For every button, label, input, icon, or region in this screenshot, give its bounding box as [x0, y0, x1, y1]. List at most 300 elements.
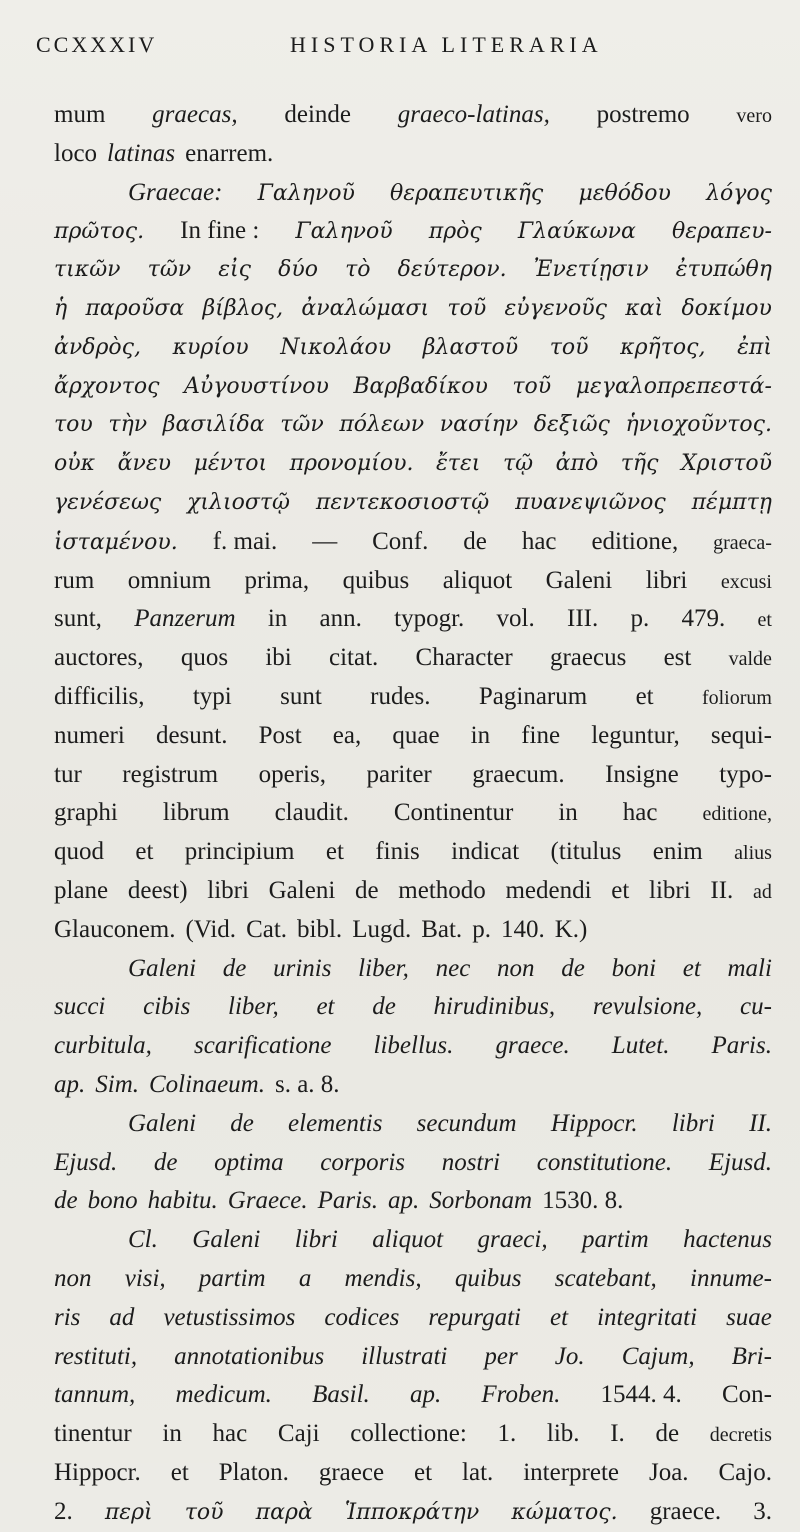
word: graecus — [549, 644, 627, 672]
page-number: CCXXXIV — [36, 32, 158, 57]
word: ibi — [265, 644, 292, 672]
word: scatebant, — [554, 1264, 657, 1292]
word: hac — [212, 1420, 248, 1448]
text-line — [54, 1376, 772, 1415]
word: excusi — [720, 570, 772, 593]
word: ἄρχοντος — [54, 373, 160, 399]
word: θεραπευ- — [672, 219, 772, 245]
word: τοῦ — [549, 334, 589, 360]
word: (Vid. — [185, 915, 237, 943]
word: in — [558, 799, 578, 827]
word: μεγαλοπρεπεστά- — [575, 373, 772, 399]
word: de — [54, 1187, 78, 1215]
word: typo- — [719, 760, 772, 788]
word: editione, — [702, 803, 772, 826]
word: de — [372, 993, 396, 1021]
word: scarificatione — [193, 1032, 332, 1060]
word: βασιλίδα — [162, 412, 265, 438]
word: hac — [622, 799, 658, 827]
word: claudit. — [274, 799, 349, 827]
word: quibus — [454, 1264, 522, 1292]
text-line — [54, 484, 772, 523]
word: Βαρβαδίκου — [353, 373, 488, 399]
word: habitu. — [147, 1187, 218, 1215]
word: est — [663, 644, 692, 672]
text-line — [54, 445, 772, 484]
word: ap. — [54, 1070, 86, 1098]
word: optima — [214, 1148, 284, 1176]
text-line — [54, 988, 772, 1027]
word: f. mai. — [212, 527, 278, 555]
word: libellus. — [373, 1032, 454, 1060]
word: difficilis, — [54, 682, 145, 710]
text-line — [54, 872, 772, 911]
word: vero — [736, 105, 772, 127]
word: ap. — [409, 1381, 442, 1409]
word: quod — [54, 838, 104, 866]
word: tur — [54, 760, 82, 788]
word: Hippocr. — [54, 1458, 141, 1486]
word: δοκίμου — [681, 295, 772, 321]
text-line — [54, 1221, 772, 1260]
word: του — [54, 412, 93, 438]
word: ad — [109, 1303, 135, 1331]
word: sunt — [280, 682, 322, 710]
word: et — [316, 993, 335, 1021]
word: methodo — [398, 876, 486, 904]
word: Ejusd. — [708, 1148, 772, 1176]
word: omnium — [127, 566, 212, 594]
word: cibis — [143, 993, 191, 1021]
word: Sim. — [95, 1070, 139, 1098]
word: rum — [54, 566, 95, 594]
word: partim — [582, 1226, 649, 1254]
text-line — [54, 1415, 772, 1454]
word: Paris. — [317, 1187, 379, 1215]
text-line — [54, 329, 772, 368]
text-line — [54, 406, 772, 445]
word: sunt, — [54, 605, 102, 633]
word: ἀναλώμασι — [301, 295, 430, 321]
word: hactenus — [683, 1226, 772, 1254]
word: librum — [162, 799, 230, 827]
word: hac — [521, 527, 557, 555]
word: βίβλος, — [202, 295, 284, 321]
word: 479. — [681, 605, 726, 633]
word: de — [655, 1420, 680, 1448]
word: Conf. — [372, 527, 429, 555]
word: liber, — [228, 993, 279, 1021]
word: Sorbonam — [429, 1187, 533, 1215]
word: de — [222, 954, 247, 982]
word: postremo — [596, 101, 690, 128]
word: παρὰ — [255, 1499, 313, 1525]
word: et — [757, 609, 772, 632]
text-line — [54, 1493, 772, 1532]
word: εὐγενοῦς — [504, 295, 607, 321]
text-line — [54, 911, 772, 950]
word: Basil. — [312, 1381, 370, 1409]
word: loco — [54, 139, 98, 167]
word: p. — [630, 605, 650, 633]
word: in — [267, 605, 288, 633]
word: In fine : — [180, 217, 260, 245]
word: graece. — [649, 1497, 722, 1525]
word: enim — [652, 838, 703, 866]
word: et — [325, 838, 344, 866]
word: δύο — [278, 257, 318, 283]
word: graeco-latinas, — [397, 101, 550, 128]
word: leguntur, — [591, 721, 680, 749]
word: ann. — [319, 605, 362, 633]
word: Cl. — [128, 1226, 158, 1254]
text-line — [54, 135, 772, 174]
word: constitutione. — [536, 1148, 673, 1176]
word: alius — [734, 842, 772, 865]
running-title: HISTORIA LITERARIA — [290, 32, 603, 57]
word: graeci, — [477, 1226, 548, 1254]
word: sequi- — [710, 721, 772, 749]
word: Colinaeum. — [149, 1070, 265, 1098]
word: non — [497, 954, 535, 982]
word: typogr. — [394, 605, 465, 633]
word: II. — [710, 876, 734, 904]
word: desunt. — [155, 721, 228, 749]
word: graece — [318, 1458, 385, 1486]
word: secundum — [416, 1109, 517, 1137]
word: Χριστοῦ — [680, 451, 772, 477]
word: προνομίου. — [289, 451, 414, 477]
word: Γαληνοῦ — [295, 219, 393, 245]
word: Galeni — [268, 876, 336, 904]
word: — — [312, 527, 338, 555]
word: I. — [610, 1420, 625, 1448]
word: repurgati — [428, 1303, 521, 1331]
word: cu- — [740, 993, 772, 1021]
word: 140. — [500, 915, 545, 943]
word: liber, — [358, 954, 409, 982]
word: κώματος. — [511, 1499, 618, 1525]
word: περὶ — [104, 1499, 153, 1525]
text-line — [54, 639, 772, 678]
word: 1530. 8. — [542, 1187, 624, 1215]
word: II. — [749, 1109, 772, 1137]
word: 3. — [753, 1497, 772, 1525]
word: Continentur — [393, 799, 514, 827]
word: in — [470, 721, 491, 749]
word: ἄνευ — [117, 451, 172, 477]
word: tinentur — [54, 1420, 132, 1448]
word: nec — [435, 954, 471, 982]
word: 1544. 4. — [600, 1381, 682, 1409]
word: boni — [611, 954, 657, 982]
text-line — [54, 523, 772, 562]
page-header — [36, 26, 764, 66]
word: μεθόδου — [578, 180, 671, 206]
word: Paginarum — [478, 682, 588, 710]
word: de — [230, 1109, 254, 1137]
word: τοῦ — [512, 373, 552, 399]
word: de — [354, 876, 379, 904]
word: Lutet. — [611, 1032, 670, 1060]
word: vetustissimos — [163, 1303, 296, 1331]
word: principium — [184, 838, 295, 866]
word: annotationibus — [174, 1342, 325, 1370]
word: mum — [54, 101, 106, 128]
word: ἀπὸ — [555, 451, 599, 477]
word: K.) — [554, 915, 588, 943]
word: Insigne — [605, 760, 679, 788]
word: γενέσεως — [54, 489, 162, 515]
word: revulsione, — [592, 993, 703, 1021]
word: libri — [649, 876, 691, 904]
word: non — [54, 1264, 92, 1292]
word: Galeni — [128, 954, 197, 982]
word: Panzerum — [134, 605, 236, 633]
text-line — [54, 717, 772, 756]
word: Glauconem. — [54, 915, 176, 943]
word: mendis, — [344, 1264, 422, 1292]
text-line — [54, 1182, 772, 1221]
word: ἐπὶ — [737, 334, 772, 360]
word: operis, — [258, 760, 326, 788]
word: deest) — [127, 876, 188, 904]
word: Galeni — [545, 566, 613, 594]
word: δεύτερον. — [397, 257, 507, 283]
word: (titulus — [550, 838, 622, 866]
word: τοῦ — [184, 1499, 224, 1525]
word: Platon. — [218, 1458, 289, 1486]
word: p. — [472, 915, 491, 943]
word: 2. — [54, 1497, 73, 1525]
word: hirudinibus, — [433, 993, 556, 1021]
word: succi — [54, 993, 106, 1021]
word: et — [611, 876, 630, 904]
word: Galeni — [192, 1226, 261, 1254]
word: lib. — [546, 1420, 580, 1448]
text-line — [54, 1105, 772, 1144]
word: κρῆτος, — [620, 334, 706, 360]
word: libri — [207, 876, 249, 904]
word: graecum. — [472, 760, 565, 788]
word: τῶν — [280, 412, 324, 438]
word: collectione: — [350, 1420, 467, 1448]
word: pariter — [366, 760, 432, 788]
text-line — [54, 368, 772, 407]
word: elementis — [288, 1109, 383, 1137]
word: prima, — [244, 566, 310, 594]
text-line — [54, 600, 772, 639]
word: indicat — [451, 838, 520, 866]
word: plane — [54, 876, 109, 904]
word: Graece. — [227, 1187, 308, 1215]
word: ἡ — [54, 295, 68, 321]
text-line — [54, 678, 772, 717]
text-line — [54, 1144, 772, 1183]
word: τῶν — [147, 257, 192, 283]
word: urinis — [273, 954, 332, 982]
word: Con- — [721, 1381, 772, 1409]
word: θεραπευτικῆς — [390, 180, 544, 206]
word: restituti, — [54, 1342, 138, 1370]
word: auctores, — [54, 644, 144, 672]
word: Ἱπποκράτην — [344, 1499, 480, 1525]
word: παροῦσα — [85, 295, 185, 321]
word: Bri- — [731, 1342, 772, 1370]
word: χιλιοστῷ — [187, 489, 290, 515]
word: 1. — [497, 1420, 517, 1448]
word: ris — [54, 1303, 81, 1331]
word: et — [170, 1458, 189, 1486]
word: graecas, — [152, 101, 238, 128]
word: s. a. 8. — [274, 1070, 340, 1098]
word: corporis — [320, 1148, 406, 1176]
word: Graecae: — [128, 178, 223, 206]
word: Post — [258, 721, 302, 749]
word: πόλεων — [339, 412, 425, 438]
word: editione, — [591, 527, 679, 555]
word: latinas — [107, 139, 176, 167]
word: Froben. — [481, 1381, 561, 1409]
word: Lugd. — [352, 915, 412, 943]
word: Paris. — [711, 1032, 772, 1060]
word: βλαστοῦ — [422, 334, 519, 360]
word: a — [298, 1264, 312, 1292]
word: Γλαύκωνα — [517, 219, 636, 245]
word: partim — [198, 1264, 266, 1292]
text-line — [54, 1454, 772, 1493]
word: τὸ — [345, 257, 371, 283]
word: III. — [567, 605, 599, 633]
word: numeri — [54, 721, 125, 749]
word: valde — [728, 648, 772, 671]
word: Galeni — [128, 1109, 197, 1137]
word: et — [135, 838, 154, 866]
word: Γαληνοῦ — [257, 180, 355, 206]
word: de — [153, 1148, 178, 1176]
word: de — [463, 527, 487, 555]
word: vol. — [496, 605, 535, 633]
word: libri — [645, 566, 688, 594]
word: τῆς — [620, 451, 659, 477]
word: deinde — [284, 101, 351, 128]
word: foliorum — [701, 686, 772, 709]
word: λόγος — [706, 180, 772, 206]
word: enarrem. — [185, 139, 274, 167]
word: et — [682, 954, 701, 982]
word: πέμπτῃ — [691, 489, 772, 515]
word: ἀνδρὸς, — [54, 334, 141, 360]
text-line — [54, 833, 772, 872]
word: Αὐγουστίνου — [184, 373, 329, 399]
word: μέντοι — [193, 451, 268, 477]
word: Jo. — [554, 1342, 585, 1370]
word: bono — [87, 1187, 138, 1215]
word: per — [484, 1342, 518, 1370]
text-line — [54, 290, 772, 329]
word: οὐκ — [54, 451, 96, 477]
word: registrum — [122, 760, 219, 788]
text-line — [54, 794, 772, 833]
word: τῷ — [502, 451, 534, 477]
word: interprete — [523, 1458, 620, 1486]
word: καὶ — [625, 295, 664, 321]
word: ea, — [332, 721, 362, 749]
text-line — [54, 174, 772, 213]
word: ἔτει — [435, 451, 481, 477]
word: Ejusd. — [54, 1148, 118, 1176]
word: εἰς — [218, 257, 252, 283]
word: τὴν — [108, 412, 148, 438]
text-line — [54, 96, 772, 135]
word: decretis — [709, 1424, 772, 1447]
word: πεντεκοσιοστῷ — [315, 489, 490, 515]
text-line — [54, 562, 772, 601]
text-line — [54, 950, 772, 989]
word: quae — [392, 721, 440, 749]
word: bibl. — [297, 915, 343, 943]
word: lat. — [462, 1458, 494, 1486]
word: πρῶτος. — [54, 219, 145, 245]
word: fine — [521, 721, 561, 749]
word: quos — [180, 644, 229, 672]
word: mali — [727, 954, 772, 982]
word: et — [635, 682, 654, 710]
word: et — [414, 1458, 433, 1486]
word: Cajum, — [621, 1342, 695, 1370]
word: κυρίου — [172, 334, 249, 360]
word: medendi — [505, 876, 592, 904]
word: Joa. — [648, 1458, 689, 1486]
word: suae — [726, 1303, 772, 1331]
word: πυανεψιῶνος — [515, 489, 666, 515]
text-line — [54, 1338, 772, 1377]
word: Ἐνετίῃσιν — [533, 257, 649, 283]
word: innume- — [690, 1264, 772, 1292]
word: codices — [324, 1303, 400, 1331]
word: πρὸς — [428, 219, 482, 245]
word: nostri — [441, 1148, 501, 1176]
word: ἐτυπώθη — [675, 257, 772, 283]
text-line — [54, 251, 772, 290]
text-line — [54, 1299, 772, 1338]
text-line — [54, 1260, 772, 1299]
word: Hippocr. — [550, 1109, 638, 1137]
word: libri — [671, 1109, 715, 1137]
word: Cajo. — [718, 1458, 772, 1486]
word: medicum. — [175, 1381, 272, 1409]
word: ἡνιοχοῦντος. — [625, 412, 772, 438]
word: de — [561, 954, 585, 982]
word: tannum, — [54, 1381, 136, 1409]
word: rudes. — [370, 682, 431, 710]
word: graece. — [495, 1032, 570, 1060]
word: Character — [415, 644, 513, 672]
word: integritati — [597, 1303, 698, 1331]
word: ἱσταμένου. — [54, 529, 178, 555]
word: ad — [753, 880, 772, 903]
word: Νικολάου — [280, 334, 392, 360]
word: citat. — [328, 644, 379, 672]
word: et — [550, 1303, 569, 1331]
text-line — [54, 212, 772, 251]
word: in — [162, 1420, 182, 1448]
text-line — [54, 1066, 772, 1105]
word: graeca- — [713, 531, 772, 554]
word: libri — [294, 1226, 338, 1254]
word: aliquot — [372, 1226, 444, 1254]
word: graphi — [54, 799, 118, 827]
